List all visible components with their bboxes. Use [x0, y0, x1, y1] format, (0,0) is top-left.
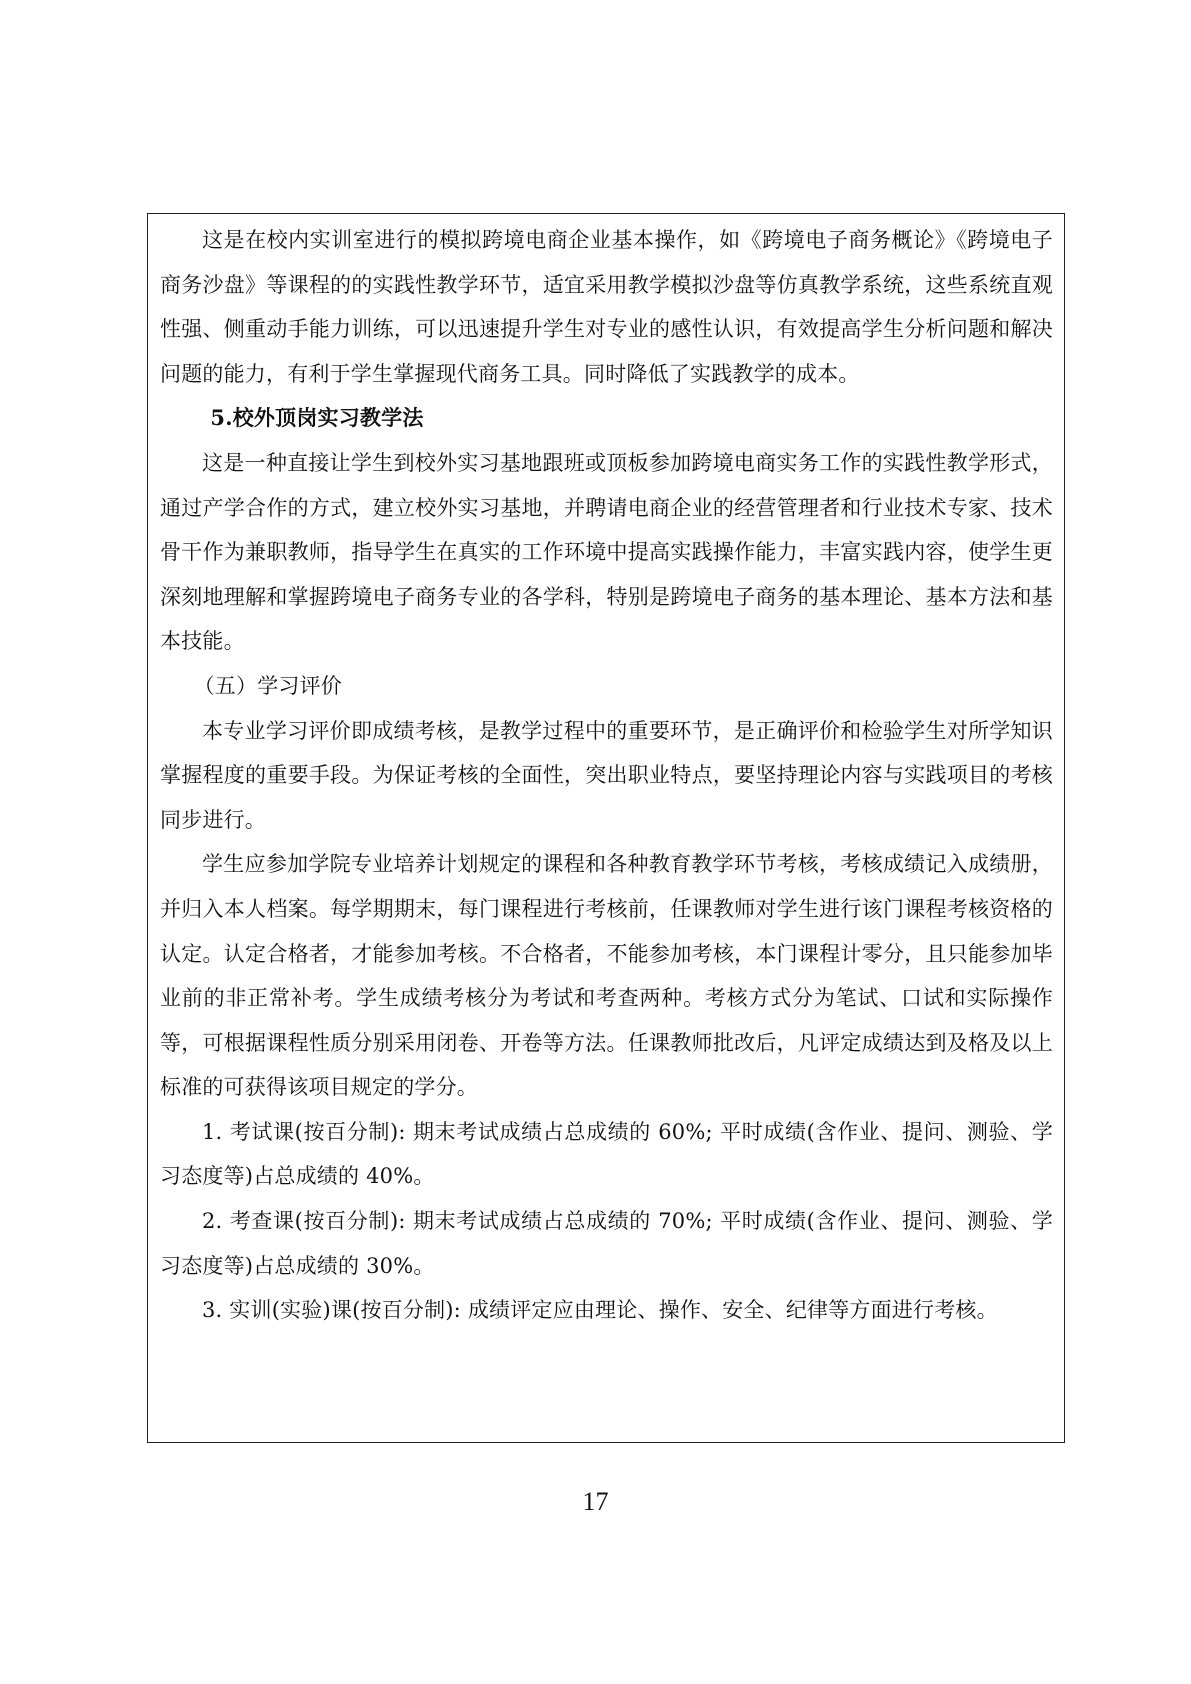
heading-internship-method: 5.校外顶岗实习教学法: [210, 405, 424, 431]
paragraph-exam-course: 1. 考试课(按百分制): 期末考试成绩占总成绩的 60%; 平时成绩(含作业、提问、测验、学习态度等)占总成绩的 40%。: [160, 1119, 1053, 1189]
paragraph-simulation-training: 这是在校内实训室进行的模拟跨境电商企业基本操作，如《跨境电子商务概论》《跨境电子商务沙盘》等课程的的实践性教学环节，适宜采用教学模拟沙盘等仿真教学系统，这些系统直观性强、侧重动手能力训练，可以迅速提升学生对专业的感性认识，有效提高学生分析问题和解决问题的能力，有利于学生掌握现代商务工具。同时降低了实践教学的成本。: [160, 228, 1053, 386]
paragraph-internship: 这是一种直接让学生到校外实习基地跟班或顶板参加跨境电商实务工作的实践性教学形式，通过产学合作的方式，建立校外实习基地，并聘请电商企业的经营管理者和行业技术专家、技术骨干作为兼职教师，指导学生在真实的工作环境中提高实践操作能力，丰富实践内容，使学生更深刻地理解和掌握跨境电子商务专业的各学科，特别是跨境电子商务的基本理论、基本方法和基本技能。: [160, 450, 1053, 654]
paragraph-assessment-rules: 学生应参加学院专业培养计划规定的课程和各种教育教学环节考核，考核成绩记入成绩册，并归入本人档案。每学期期末，每门课程进行考核前，任课教师对学生进行该门课程考核资格的认定。认定合格者，才能参加考核。不合格者，不能参加考核，本门课程计零分，且只能参加毕业前的非正常补考。学生成绩考核分为考试和考查两种。考核方式分为笔试、口试和实际操作等，可根据课程性质分别采用闭卷、开卷等方法。任课教师批改后，凡评定成绩达到及格及以上标准的可获得该项目规定的学分。: [160, 852, 1053, 1100]
page-content: [160, 218, 1053, 1333]
page-number: 17: [582, 1487, 609, 1516]
paragraph-practical-course: 3. 实训(实验)课(按百分制): 成绩评定应由理论、操作、安全、纪律等方面进行考核。: [202, 1298, 998, 1323]
paragraph-evaluation-intro: 本专业学习评价即成绩考核，是教学过程中的重要环节，是正确评价和检验学生对所学知识掌握程度的重要手段。为保证考核的全面性，突出职业特点，要坚持理论内容与实践项目的考核同步进行。: [160, 718, 1053, 832]
paragraph-check-course: 2. 考查课(按百分制): 期末考试成绩占总成绩的 70%; 平时成绩(含作业、提问、测验、学习态度等)占总成绩的 30%。: [160, 1209, 1053, 1278]
heading-learning-evaluation: （五）学习评价: [193, 673, 342, 698]
